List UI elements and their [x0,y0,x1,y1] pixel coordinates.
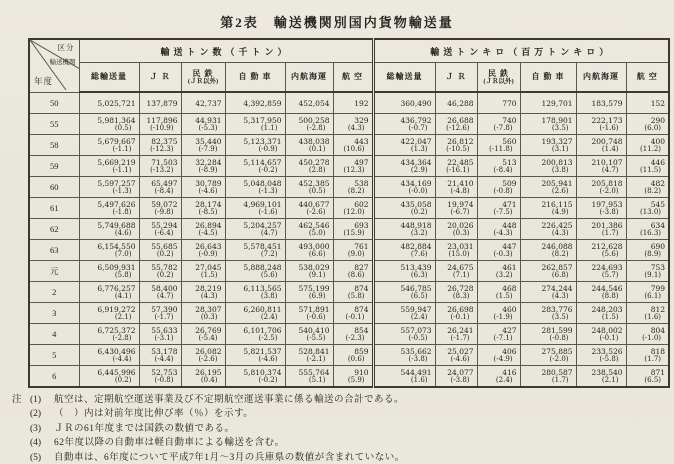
value-cell: 280,587 (1.7) [520,366,576,388]
value-cell: 434,169 (-0.0) [373,177,435,198]
note-mark: 注 [12,395,22,405]
value-cell: 446 (11.5) [626,156,669,177]
value-cell: 137,879 [139,92,181,114]
value-cell: 693 (15.9) [333,219,373,240]
value-cell: 82,375 (-12.3) [139,135,181,156]
note-text: 航空は、定期航空運送事業及び不定期航空運送事業に係る輸送の合計である。 [54,395,405,405]
table-row [29,177,669,198]
value-cell: 24,077 (-3.8) [435,366,477,388]
value-cell: 5,114,657 (-0.2) [225,156,285,177]
table-row [29,135,669,156]
year-cell: 2 [29,282,79,303]
value-cell: 761 (9.0) [333,240,373,261]
value-cell: 443 (10.6) [333,135,373,156]
value-cell: 212,628 (5.6) [576,240,626,261]
value-cell: 450,278 (2.8) [285,156,333,177]
value-cell: 871 (6.5) [626,366,669,388]
value-cell: 25,027 (-4.6) [435,345,477,366]
value-cell: 434,364 (2.9) [373,156,435,177]
value-cell: 690 (8.9) [626,240,669,261]
value-cell: 452,054 [285,92,333,114]
value-cell: 55,782 (0.2) [139,261,181,282]
value-cell: 226,425 (4.3) [520,219,576,240]
value-cell: 55,633 (-3.1) [139,324,181,345]
note-item [12,409,674,419]
freight-volume-table [28,38,670,388]
value-cell: 854 (-2.3) [333,324,373,345]
value-cell: 461 (3.2) [477,261,520,282]
value-cell: 452,385 (0.5) [285,177,333,198]
value-cell: 482 (8.2) [626,177,669,198]
value-cell: 283,776 (3.5) [520,303,576,324]
value-cell: 44,931 (-5.3) [181,114,225,135]
value-cell: 26,688 (-12.6) [435,114,477,135]
value-cell: 24,675 (7.1) [435,261,477,282]
value-cell: 216,115 (4.9) [520,198,576,219]
value-cell: 4,392,859 [225,92,285,114]
value-cell: 274,244 (4.3) [520,282,576,303]
value-cell: 571,891 (-0.6) [285,303,333,324]
value-cell: 28,307 (0.3) [181,303,225,324]
column-header: 航 空 [626,63,669,93]
notes-section [12,395,674,463]
value-cell: 555,764 (5.1) [285,366,333,388]
note-item [12,424,674,434]
value-cell: 20,026 (0.3) [435,219,477,240]
value-cell: 55,294 (-6.4) [139,219,181,240]
value-cell: 5,821,537 (-4.6) [225,345,285,366]
value-cell: 400 (11.2) [626,135,669,156]
value-cell: 435,058 (0.2) [373,198,435,219]
value-cell: 6,776,257 (4.1) [79,282,139,303]
value-cell: 6,101,706 (-2.5) [225,324,285,345]
value-cell: 460 (-1.9) [477,303,520,324]
value-cell: 32,284 (-8.9) [181,156,225,177]
note-item [12,395,674,405]
value-cell: 55,685 (0.2) [139,240,181,261]
value-cell: 557,073 (-0.5) [373,324,435,345]
value-cell: 859 (0.6) [333,345,373,366]
value-cell: 6,509,931 (5.8) [79,261,139,282]
column-header: 自 動 車 [225,63,285,93]
value-cell: 874 (5.8) [333,282,373,303]
value-cell: 6,919,272 (2.1) [79,303,139,324]
value-cell: 193,327 (3.1) [520,135,576,156]
value-cell: 462,546 (5.0) [285,219,333,240]
table-row [29,114,669,135]
value-cell: 634 (16.3) [626,219,669,240]
value-cell: 5,048,048 (-1.3) [225,177,285,198]
value-cell: 238,540 (2.1) [576,366,626,388]
value-cell: 27,045 (1.5) [181,261,225,282]
value-cell: 262,857 (6.8) [520,261,576,282]
value-cell: 910 (5.9) [333,366,373,388]
value-cell: 5,204,257 (4.7) [225,219,285,240]
value-cell: 26,769 (-5.4) [181,324,225,345]
value-cell: 30,789 (-4.6) [181,177,225,198]
value-cell: 493,000 (6.6) [285,240,333,261]
column-header: Ｊ Ｒ [139,63,181,93]
value-cell: 5,597,257 (-1.3) [79,177,139,198]
value-cell: 42,737 [181,92,225,114]
value-cell: 26,241 (-1.7) [435,324,477,345]
column-header: Ｊ Ｒ [435,63,477,93]
value-cell: 178,901 (3.5) [520,114,576,135]
value-cell: 538,029 (9.1) [285,261,333,282]
year-cell: 58 [29,135,79,156]
column-header: 自 動 車 [520,63,576,93]
value-cell: 26,894 (-4.5) [181,219,225,240]
value-cell: 26,643 (-0.9) [181,240,225,261]
value-cell: 71,503 (-13.2) [139,156,181,177]
column-header: 民 鉄 (ＪＲ以外) [181,63,225,93]
column-header: 内航海運 [576,63,626,93]
year-cell: 50 [29,92,79,114]
value-cell: 360,490 [373,92,435,114]
column-header: 内航海運 [285,63,333,93]
value-cell: 753 (9.1) [626,261,669,282]
year-cell: 62 [29,219,79,240]
value-cell: 4,969,101 (-1.6) [225,198,285,219]
value-cell: 874 (-0.1) [333,303,373,324]
value-cell: 447 (-0.3) [477,240,520,261]
note-number: (3) [30,423,42,434]
value-cell: 52,753 (-0.8) [139,366,181,388]
note-item [12,453,674,463]
value-cell: 6,725,372 (-2.8) [79,324,139,345]
value-cell: 770 [477,92,520,114]
note-text: ＪＲの61年度までは国鉄の数値である。 [54,423,235,434]
note-text: （ ）内は対前年度比伸び率（％）を示す。 [54,409,254,420]
value-cell: 448,918 (3.2) [373,219,435,240]
table-row [29,219,669,240]
value-cell: 26,728 (8.3) [435,282,477,303]
value-cell: 205,941 (2.6) [520,177,576,198]
value-cell: 799 (6.1) [626,282,669,303]
value-cell: 804 (-1.0) [626,324,669,345]
table-row [29,345,669,366]
value-cell: 21,410 (-4.8) [435,177,477,198]
note-mark [12,453,30,463]
value-cell: 560 (-11.8) [477,135,520,156]
value-cell: 482,884 (7.6) [373,240,435,261]
table-row [29,261,669,282]
page-title: 第2表 輸送機関別国内貨物輸送量 [220,15,454,30]
corner-header-cell [29,39,79,92]
value-cell: 244,546 (8.8) [576,282,626,303]
column-header: 総輸送量 [373,63,435,93]
value-cell: 117,896 (-10.9) [139,114,181,135]
value-cell: 19,974 (-6.7) [435,198,477,219]
value-cell: 448 (-4.3) [477,219,520,240]
value-cell: 471 (-7.5) [477,198,520,219]
year-cell: 3 [29,303,79,324]
value-cell: 544,491 (1.6) [373,366,435,388]
value-cell: 5,981,364 (0.5) [79,114,139,135]
value-cell: 5,578,451 (7.2) [225,240,285,261]
value-cell: 246,088 (8.2) [520,240,576,261]
value-cell: 6,113,565 (3.8) [225,282,285,303]
value-cell: 46,288 [435,92,477,114]
value-cell: 65,497 (-8.4) [139,177,181,198]
table-body [29,92,669,387]
note-number: (1) [30,395,42,405]
value-cell: 406 (-4.9) [477,345,520,366]
value-cell: 827 (8.6) [333,261,373,282]
year-cell: 55 [29,114,79,135]
note-text: 自動車は、6年度について平成7年1月～3月の兵庫県の数値が含まれていない。 [54,452,405,463]
value-cell: 6,154,550 (7.0) [79,240,139,261]
year-cell: 6 [29,366,79,388]
table-row [29,198,669,219]
value-cell: 58,400 (4.7) [139,282,181,303]
value-cell: 6,430,496 (-4.4) [79,345,139,366]
year-cell: 5 [29,345,79,366]
value-cell: 201,386 (1.7) [576,219,626,240]
value-cell: 233,526 (-5.8) [576,345,626,366]
value-cell: 129,701 [520,92,576,114]
value-cell: 281,599 (-0.8) [520,324,576,345]
value-cell: 329 (4.3) [333,114,373,135]
value-cell: 200,813 (3.8) [520,156,576,177]
value-cell: 5,123,371 (-0.9) [225,135,285,156]
value-cell: 5,317,950 (1.1) [225,114,285,135]
value-cell: 818 (1.7) [626,345,669,366]
value-cell: 210,107 (4.7) [576,156,626,177]
corner-label-kubun: 区分 [57,43,75,52]
value-cell: 812 (1.6) [626,303,669,324]
value-cell: 513,439 (6.3) [373,261,435,282]
value-cell: 26,698 (-0.1) [435,303,477,324]
value-cell: 546,785 (6.5) [373,282,435,303]
value-cell: 497 (12.3) [333,156,373,177]
value-cell: 740 (-7.8) [477,114,520,135]
value-cell: 500,258 (-2.8) [285,114,333,135]
note-text: 62年度以降の自動車は軽自動車による輸送を含む。 [54,438,285,449]
column-header-row [29,63,669,93]
value-cell: 5,888,248 (5.6) [225,261,285,282]
year-cell: 63 [29,240,79,261]
value-cell: 248,002 (-0.1) [576,324,626,345]
value-cell: 602 (12.0) [333,198,373,219]
table-row [29,303,669,324]
value-cell: 205,818 (-2.0) [576,177,626,198]
value-cell: 57,390 (-1.7) [139,303,181,324]
value-cell: 35,440 (-7.9) [181,135,225,156]
corner-label-kikan: 輸送機関 [49,59,76,66]
value-cell: 183,579 [576,92,626,114]
year-cell: 60 [29,177,79,198]
value-cell: 5,497,626 (-1.8) [79,198,139,219]
note-number: (2) [30,409,42,420]
value-cell: 436,792 (-0.7) [373,114,435,135]
value-cell: 427 (-7.1) [477,324,520,345]
note-mark [12,409,30,419]
table-row [29,92,669,114]
year-cell: 元 [29,261,79,282]
value-cell: 222,173 (-1.6) [576,114,626,135]
value-cell: 192 [333,92,373,114]
column-header: 総輸送量 [79,63,139,93]
note-mark [12,438,30,448]
value-cell: 275,885 (-2.0) [520,345,576,366]
value-cell: 53,178 (-4.4) [139,345,181,366]
note-mark [12,424,30,434]
year-cell: 59 [29,156,79,177]
value-cell: 528,841 (-2.1) [285,345,333,366]
value-cell: 26,082 (-2.6) [181,345,225,366]
section-title-tonkm: 輸送トンキロ（百万トンキロ） [373,39,669,63]
value-cell: 5,679,667 (-1.1) [79,135,139,156]
value-cell: 540,410 (-5.5) [285,324,333,345]
value-cell: 575,199 (6.9) [285,282,333,303]
value-cell: 6,260,811 (2.4) [225,303,285,324]
note-number: (5) [30,452,42,463]
value-cell: 438,038 (0.1) [285,135,333,156]
corner-label-nendo: 年度 [34,75,54,86]
value-cell: 6,445,996 (0.2) [79,366,139,388]
value-cell: 513 (-8.4) [477,156,520,177]
value-cell: 26,812 (-10.5) [435,135,477,156]
value-cell: 26,195 (0.4) [181,366,225,388]
table-row [29,282,669,303]
value-cell: 248,203 (1.5) [576,303,626,324]
table-row [29,240,669,261]
value-cell: 197,953 (-3.8) [576,198,626,219]
value-cell: 422,047 (1.3) [373,135,435,156]
table-row [29,324,669,345]
value-cell: 559,947 (2.4) [373,303,435,324]
value-cell: 535,662 (-3.8) [373,345,435,366]
value-cell: 416 (2.4) [477,366,520,388]
column-header: 民 鉄 (ＪＲ以外) [477,63,520,93]
value-cell: 23,031 (15.0) [435,240,477,261]
value-cell: 224,693 (5.7) [576,261,626,282]
table-row [29,366,669,388]
year-cell: 61 [29,198,79,219]
section-title-row [29,39,669,63]
table-row [29,156,669,177]
value-cell: 152 [626,92,669,114]
value-cell: 200,748 (1.4) [576,135,626,156]
value-cell: 28,174 (-8.5) [181,198,225,219]
value-cell: 5,025,721 [79,92,139,114]
value-cell: 5,749,688 (4.6) [79,219,139,240]
column-header: 航 空 [333,63,373,93]
value-cell: 5,669,219 (-1.1) [79,156,139,177]
note-item [12,438,674,448]
value-cell: 5,810,374 (-0.2) [225,366,285,388]
value-cell: 538 (8.2) [333,177,373,198]
value-cell: 468 (1.5) [477,282,520,303]
value-cell: 290 (6.0) [626,114,669,135]
value-cell: 59,072 (-9.8) [139,198,181,219]
value-cell: 509 (-0.8) [477,177,520,198]
section-title-tons: 輸送トン数（千トン） [79,39,373,63]
value-cell: 440,677 (-2.6) [285,198,333,219]
year-cell: 4 [29,324,79,345]
note-number: (4) [30,438,42,449]
value-cell: 22,485 (-16.1) [435,156,477,177]
value-cell: 28,219 (4.3) [181,282,225,303]
value-cell: 545 (13.0) [626,198,669,219]
